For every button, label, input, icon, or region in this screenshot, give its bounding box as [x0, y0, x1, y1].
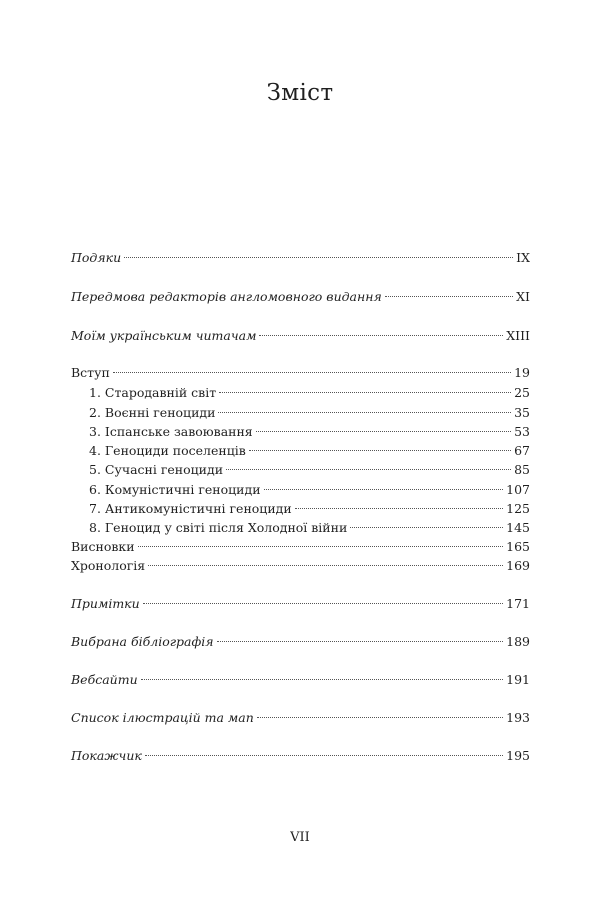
dot-leader — [138, 546, 504, 547]
toc-entry-label: Моїм українським читачам — [71, 328, 257, 343]
toc-entry-page: 145 — [506, 520, 530, 535]
toc-entry-illustrations — [71, 708, 530, 728]
toc-entry-page: 165 — [506, 539, 530, 554]
toc-entry-chapter-3 — [89, 422, 530, 442]
toc-entry-label: Висновки — [71, 539, 135, 554]
dot-leader — [385, 296, 513, 297]
dot-leader — [264, 489, 504, 490]
toc-entry-conclusions — [71, 537, 530, 557]
toc-entry-page: XIII — [506, 328, 530, 343]
toc-entry-label: 6. Комуністичні геноциди — [89, 482, 261, 497]
dot-leader — [148, 565, 503, 566]
dot-leader — [249, 450, 511, 451]
dot-leader — [143, 603, 503, 604]
dot-leader — [113, 372, 511, 373]
toc-entry-label: Хронологія — [71, 558, 146, 573]
toc-entry-page: XI — [516, 289, 530, 304]
toc-entry-label: Вступ — [71, 365, 110, 380]
toc-entry-chapter-1 — [89, 383, 530, 403]
dot-leader — [226, 469, 511, 470]
toc-entry-label: Список ілюстрацій та мап — [71, 710, 254, 725]
toc-entry-page: 193 — [506, 710, 530, 725]
toc-entry-label: 1. Стародавній світ — [89, 385, 217, 400]
toc-entry-page: 189 — [506, 634, 530, 649]
toc-entry-label: Вибрана бібліографія — [71, 634, 214, 649]
toc-entry-chapter-4 — [89, 441, 530, 461]
toc-entry-intro — [71, 363, 530, 383]
toc-entry-label: 2. Воєнні геноциди — [89, 405, 216, 420]
dot-leader — [295, 508, 503, 509]
toc-entry-page: 35 — [514, 405, 530, 420]
toc-entry-label: Вебсайти — [71, 672, 138, 687]
toc-entry-label: 3. Іспанське завоювання — [89, 424, 253, 439]
dot-leader — [141, 679, 504, 680]
toc-entry-page: 19 — [514, 365, 530, 380]
toc-entry-editors-preface — [71, 287, 530, 307]
toc-entry-page: 25 — [514, 385, 530, 400]
dot-leader — [217, 641, 504, 642]
toc-entry-page: 53 — [514, 424, 530, 439]
dot-leader — [350, 527, 503, 528]
dot-leader — [218, 412, 511, 413]
toc-entry-bibliography — [71, 632, 530, 652]
toc-entry-page: 67 — [514, 443, 530, 458]
toc-entry-label: Примітки — [71, 596, 140, 611]
toc-entry-page: 125 — [506, 501, 530, 516]
page-title: Зміст — [266, 80, 334, 106]
toc-entry-websites — [71, 670, 530, 690]
toc-entry-label: 5. Сучасні геноциди — [89, 462, 224, 477]
toc-entry-page: 85 — [514, 462, 530, 477]
toc-entry-notes — [71, 594, 530, 614]
dot-leader — [257, 717, 503, 718]
toc-entry-chapter-5 — [89, 460, 530, 480]
toc-entry-acknowledgements — [71, 248, 530, 268]
toc-entry-label: 4. Геноциди поселенців — [89, 443, 246, 458]
toc-entry-chapter-2 — [89, 403, 530, 423]
dot-leader — [259, 335, 503, 336]
toc-entry-page: 169 — [506, 558, 530, 573]
toc-entry-page: 191 — [506, 672, 530, 687]
dot-leader — [219, 392, 511, 393]
toc-entry-chapter-6 — [89, 480, 530, 500]
dot-leader — [124, 257, 513, 258]
toc-entry-label: Передмова редакторів англомовного видання — [71, 289, 382, 304]
dot-leader — [145, 755, 503, 756]
toc-entry-label: Покажчик — [71, 748, 142, 763]
toc-entry-page: 195 — [506, 748, 530, 763]
toc-entry-page: 171 — [506, 596, 530, 611]
dot-leader — [256, 431, 511, 432]
toc-entry-label: 7. Антикомуністичні геноциди — [89, 501, 292, 516]
toc-entry-ukrainian-readers — [71, 326, 530, 346]
toc-entry-chronology — [71, 556, 530, 576]
toc-entry-label: Подяки — [71, 250, 122, 265]
toc-entry-chapter-7 — [89, 499, 530, 519]
toc-entry-page: 107 — [506, 482, 530, 497]
toc-entry-page: IX — [516, 250, 530, 265]
toc-entry-label: 8. Геноцид у світі після Холодної війни — [89, 520, 348, 535]
page-number: VII — [290, 830, 310, 845]
toc-entry-index — [71, 746, 530, 766]
toc-entry-chapter-8 — [89, 518, 530, 538]
